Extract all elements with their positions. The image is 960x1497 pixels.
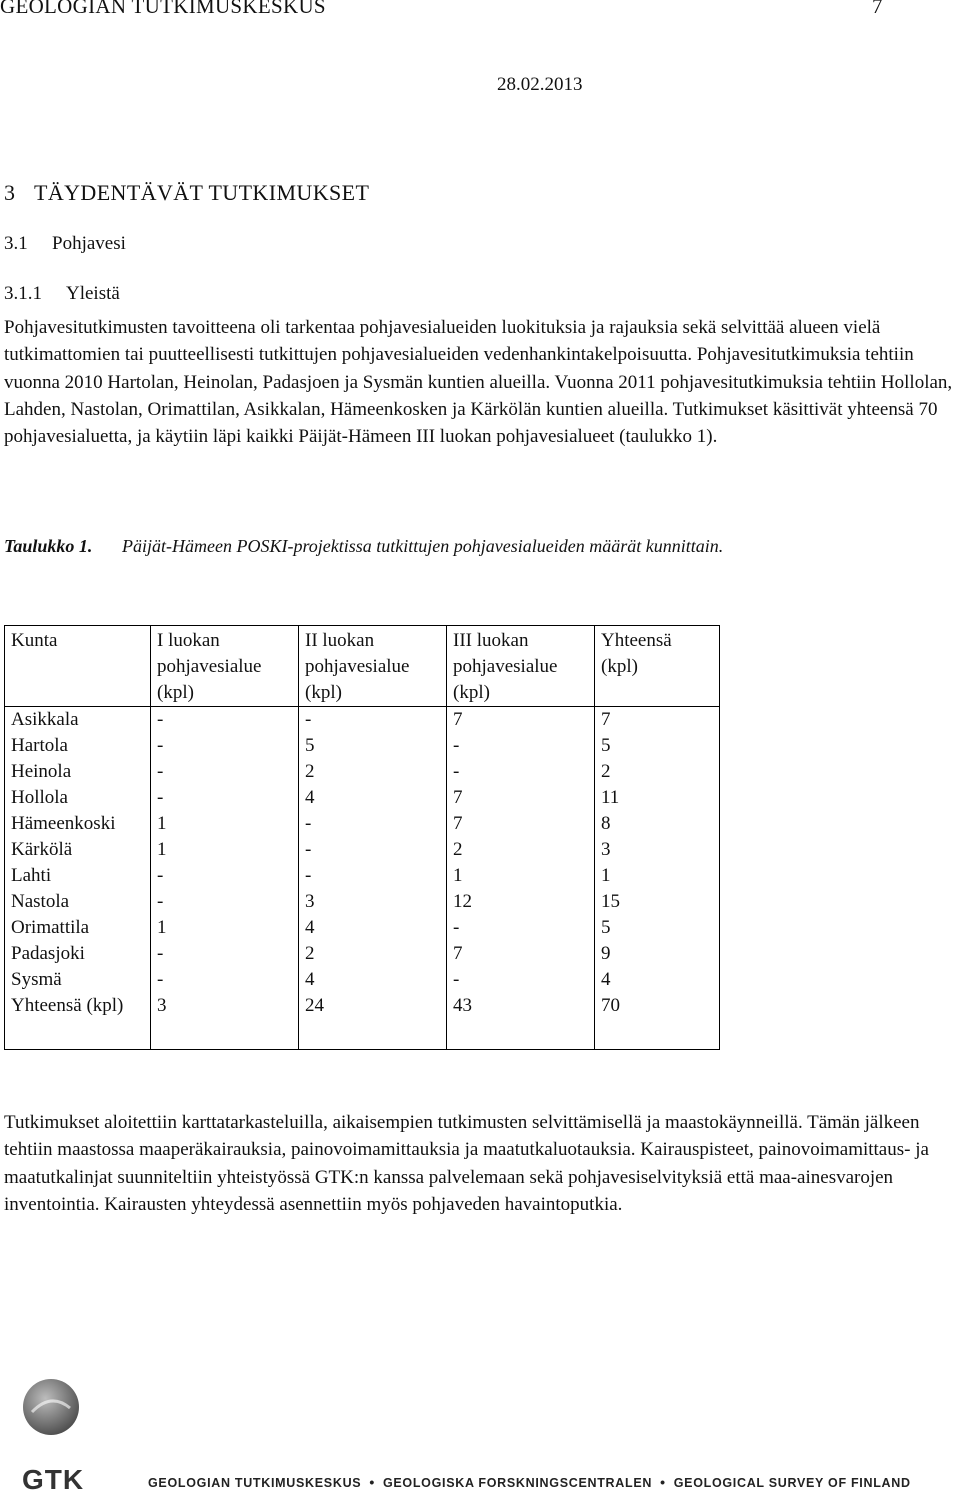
table-cell-count: 9	[595, 941, 720, 967]
table-row	[5, 733, 720, 759]
table-cell-count: -	[151, 889, 299, 915]
footer-separator: •	[660, 1474, 666, 1490]
subsubsection-title: Yleistä	[66, 283, 120, 304]
table-cell-count: -	[151, 785, 299, 811]
table-caption-text: Päijät-Hämeen POSKI-projektissa tutkittujen pohjavesialueiden määrät kunnittain.	[122, 536, 724, 556]
table-row	[5, 915, 720, 941]
table-cell-count: -	[447, 759, 595, 785]
table-caption-label: Taulukko 1.	[4, 536, 93, 556]
table-header-cell: Yhteensä (kpl)	[595, 626, 720, 707]
table-caption	[4, 536, 723, 557]
table-row	[5, 707, 720, 734]
table-cell-count: 15	[595, 889, 720, 915]
table-cell-count: 3	[595, 837, 720, 863]
methods-paragraph-text: Tutkimukset aloitettiin karttatarkasteluilla, aikaisempien tutkimusten selvittämisellä ja maastokäynneillä. Tämän jälkeen tehtiin maastossa maaperäkairauksia, painovoimamittauksia ja maatutkaluotauksia. Kairauspisteet, painovoimamittaus- ja maatutkalinjat suunniteltiin yhteistyössä GTK:n kanssa palvelemaan sekä pohjavesiselvityksiä että maa-ainesvarojen inventointia. Kairausten yhteydessä asennettiin myös pohjaveden havaintoputkia.	[4, 1112, 929, 1215]
subsubsection-number: 3.1.1	[4, 283, 42, 304]
table-cell-count: 11	[595, 785, 720, 811]
table-cell-count: -	[447, 915, 595, 941]
table-header-row	[5, 626, 720, 707]
table-row	[5, 863, 720, 889]
table-cell-count: 2	[447, 837, 595, 863]
table-cell-count: 2	[595, 759, 720, 785]
gtk-circle-logo-icon	[22, 1378, 80, 1436]
table-cell-count: 7	[447, 811, 595, 837]
table-cell-count: -	[151, 759, 299, 785]
table-cell-count: 4	[299, 785, 447, 811]
table-cell-municipality: Hartola	[5, 733, 151, 759]
gtk-logo-text: GTK	[22, 1464, 85, 1495]
intro-paragraph-text: Pohjavesitutkimusten tavoitteena oli tarkentaa pohjavesialueiden luokituksia ja rajauksia sekä selvittää alueen vielä tutkimattomien tai puutteellisesti tutkittujen pohjavesialueiden vedenhankintakelpoisuutta. Pohjavesitutkimuksia tehtiin vuonna 2010 Hartolan, Heinolan, Padasjoen ja Sysmän kuntien alueilla. Vuonna 2011 pohjavesitutkimuksia tehtiin Hollolan, Lahden, Nastolan, Orimattilan, Asikkalan, Hämeenkosken ja Kärkölän kuntien alueilla. Tutkimukset käsittivät yhteensä 70 pohjavesialuetta, ja käytiin läpi kaikki Päijät-Hämeen III luokan pohjavesialueet (taulukko 1).	[4, 317, 953, 448]
subsubsection-heading	[4, 283, 120, 305]
table-row	[5, 993, 720, 1050]
table-cell-municipality: Asikkala	[5, 707, 151, 734]
table-cell-count: 1	[151, 915, 299, 941]
table-cell-municipality: Orimattila	[5, 915, 151, 941]
table-cell-count: 1	[595, 863, 720, 889]
table-cell-count: 2	[299, 941, 447, 967]
page-number: 7	[872, 0, 883, 18]
table-cell-count: 4	[299, 967, 447, 993]
table-cell-count: 12	[447, 889, 595, 915]
subsection-title: Pohjavesi	[52, 233, 126, 254]
table-row	[5, 837, 720, 863]
table-row	[5, 889, 720, 915]
table-cell-municipality: Heinola	[5, 759, 151, 785]
table-cell-count: -	[151, 941, 299, 967]
section-title: TÄYDENTÄVÄT TUTKIMUKSET	[34, 180, 370, 205]
table-cell-municipality: Kärkölä	[5, 837, 151, 863]
footer-separator: •	[369, 1474, 375, 1490]
section-heading	[4, 180, 369, 206]
table-row	[5, 967, 720, 993]
table-cell-count: -	[151, 967, 299, 993]
table-cell-municipality: Sysmä	[5, 967, 151, 993]
table-cell-count: 5	[299, 733, 447, 759]
header-date: 28.02.2013	[497, 74, 583, 95]
table-cell-municipality: Hämeenkoski	[5, 811, 151, 837]
table-cell-count: 7	[595, 707, 720, 734]
table-cell-municipality: Hollola	[5, 785, 151, 811]
table-cell-count: 7	[447, 941, 595, 967]
footer-name-en: GEOLOGICAL SURVEY OF FINLAND	[673, 1476, 911, 1490]
table-cell-count: 7	[447, 785, 595, 811]
table-cell-municipality: Yhteensä (kpl)	[5, 993, 151, 1050]
table-cell-count: 8	[595, 811, 720, 837]
subsection-heading	[4, 233, 126, 255]
table-cell-count: 4	[595, 967, 720, 993]
table-cell-count: -	[151, 733, 299, 759]
table-cell-count: 7	[447, 707, 595, 734]
intro-paragraph	[4, 314, 960, 450]
table-cell-count: -	[299, 707, 447, 734]
methods-paragraph	[4, 1109, 960, 1218]
table-cell-count: 3	[151, 993, 299, 1050]
table-row	[5, 759, 720, 785]
footer-name-sv: GEOLOGISKA FORSKNINGSCENTRALEN	[382, 1476, 653, 1490]
table-cell-count: -	[299, 863, 447, 889]
section-number: 3	[4, 180, 16, 205]
footer-name-fi: GEOLOGIAN TUTKIMUSKESKUS	[148, 1476, 362, 1490]
table-cell-count: -	[447, 967, 595, 993]
groundwater-areas-table	[4, 625, 720, 1050]
table-cell-count: 5	[595, 733, 720, 759]
table-header-cell: III luokan pohjavesialue (kpl)	[447, 626, 595, 707]
table-cell-count: -	[299, 837, 447, 863]
header-organization: GEOLOGIAN TUTKIMUSKESKUS	[0, 0, 326, 18]
table-row	[5, 785, 720, 811]
subsection-number: 3.1	[4, 233, 28, 254]
table-cell-count: 3	[299, 889, 447, 915]
table-body	[5, 707, 720, 1050]
table-cell-count: 43	[447, 993, 595, 1050]
table-row	[5, 941, 720, 967]
table-cell-count: 5	[595, 915, 720, 941]
table-cell-count: 4	[299, 915, 447, 941]
page-footer	[0, 1370, 960, 1497]
footer-names	[148, 1474, 911, 1490]
table-cell-count: -	[447, 733, 595, 759]
table-cell-municipality: Padasjoki	[5, 941, 151, 967]
table-cell-count: 70	[595, 993, 720, 1050]
table-cell-count: 2	[299, 759, 447, 785]
table-header-cell: Kunta	[5, 626, 151, 707]
table-header-cell: I luokan pohjavesialue (kpl)	[151, 626, 299, 707]
table-cell-count: 24	[299, 993, 447, 1050]
table-cell-count: -	[151, 707, 299, 734]
table-cell-municipality: Nastola	[5, 889, 151, 915]
table-header-cell: II luokan pohjavesialue (kpl)	[299, 626, 447, 707]
table-cell-count: -	[299, 811, 447, 837]
table-cell-count: 1	[447, 863, 595, 889]
table-cell-municipality: Lahti	[5, 863, 151, 889]
table-cell-count: 1	[151, 811, 299, 837]
table-row	[5, 811, 720, 837]
table-cell-count: -	[151, 863, 299, 889]
table-cell-count: 1	[151, 837, 299, 863]
